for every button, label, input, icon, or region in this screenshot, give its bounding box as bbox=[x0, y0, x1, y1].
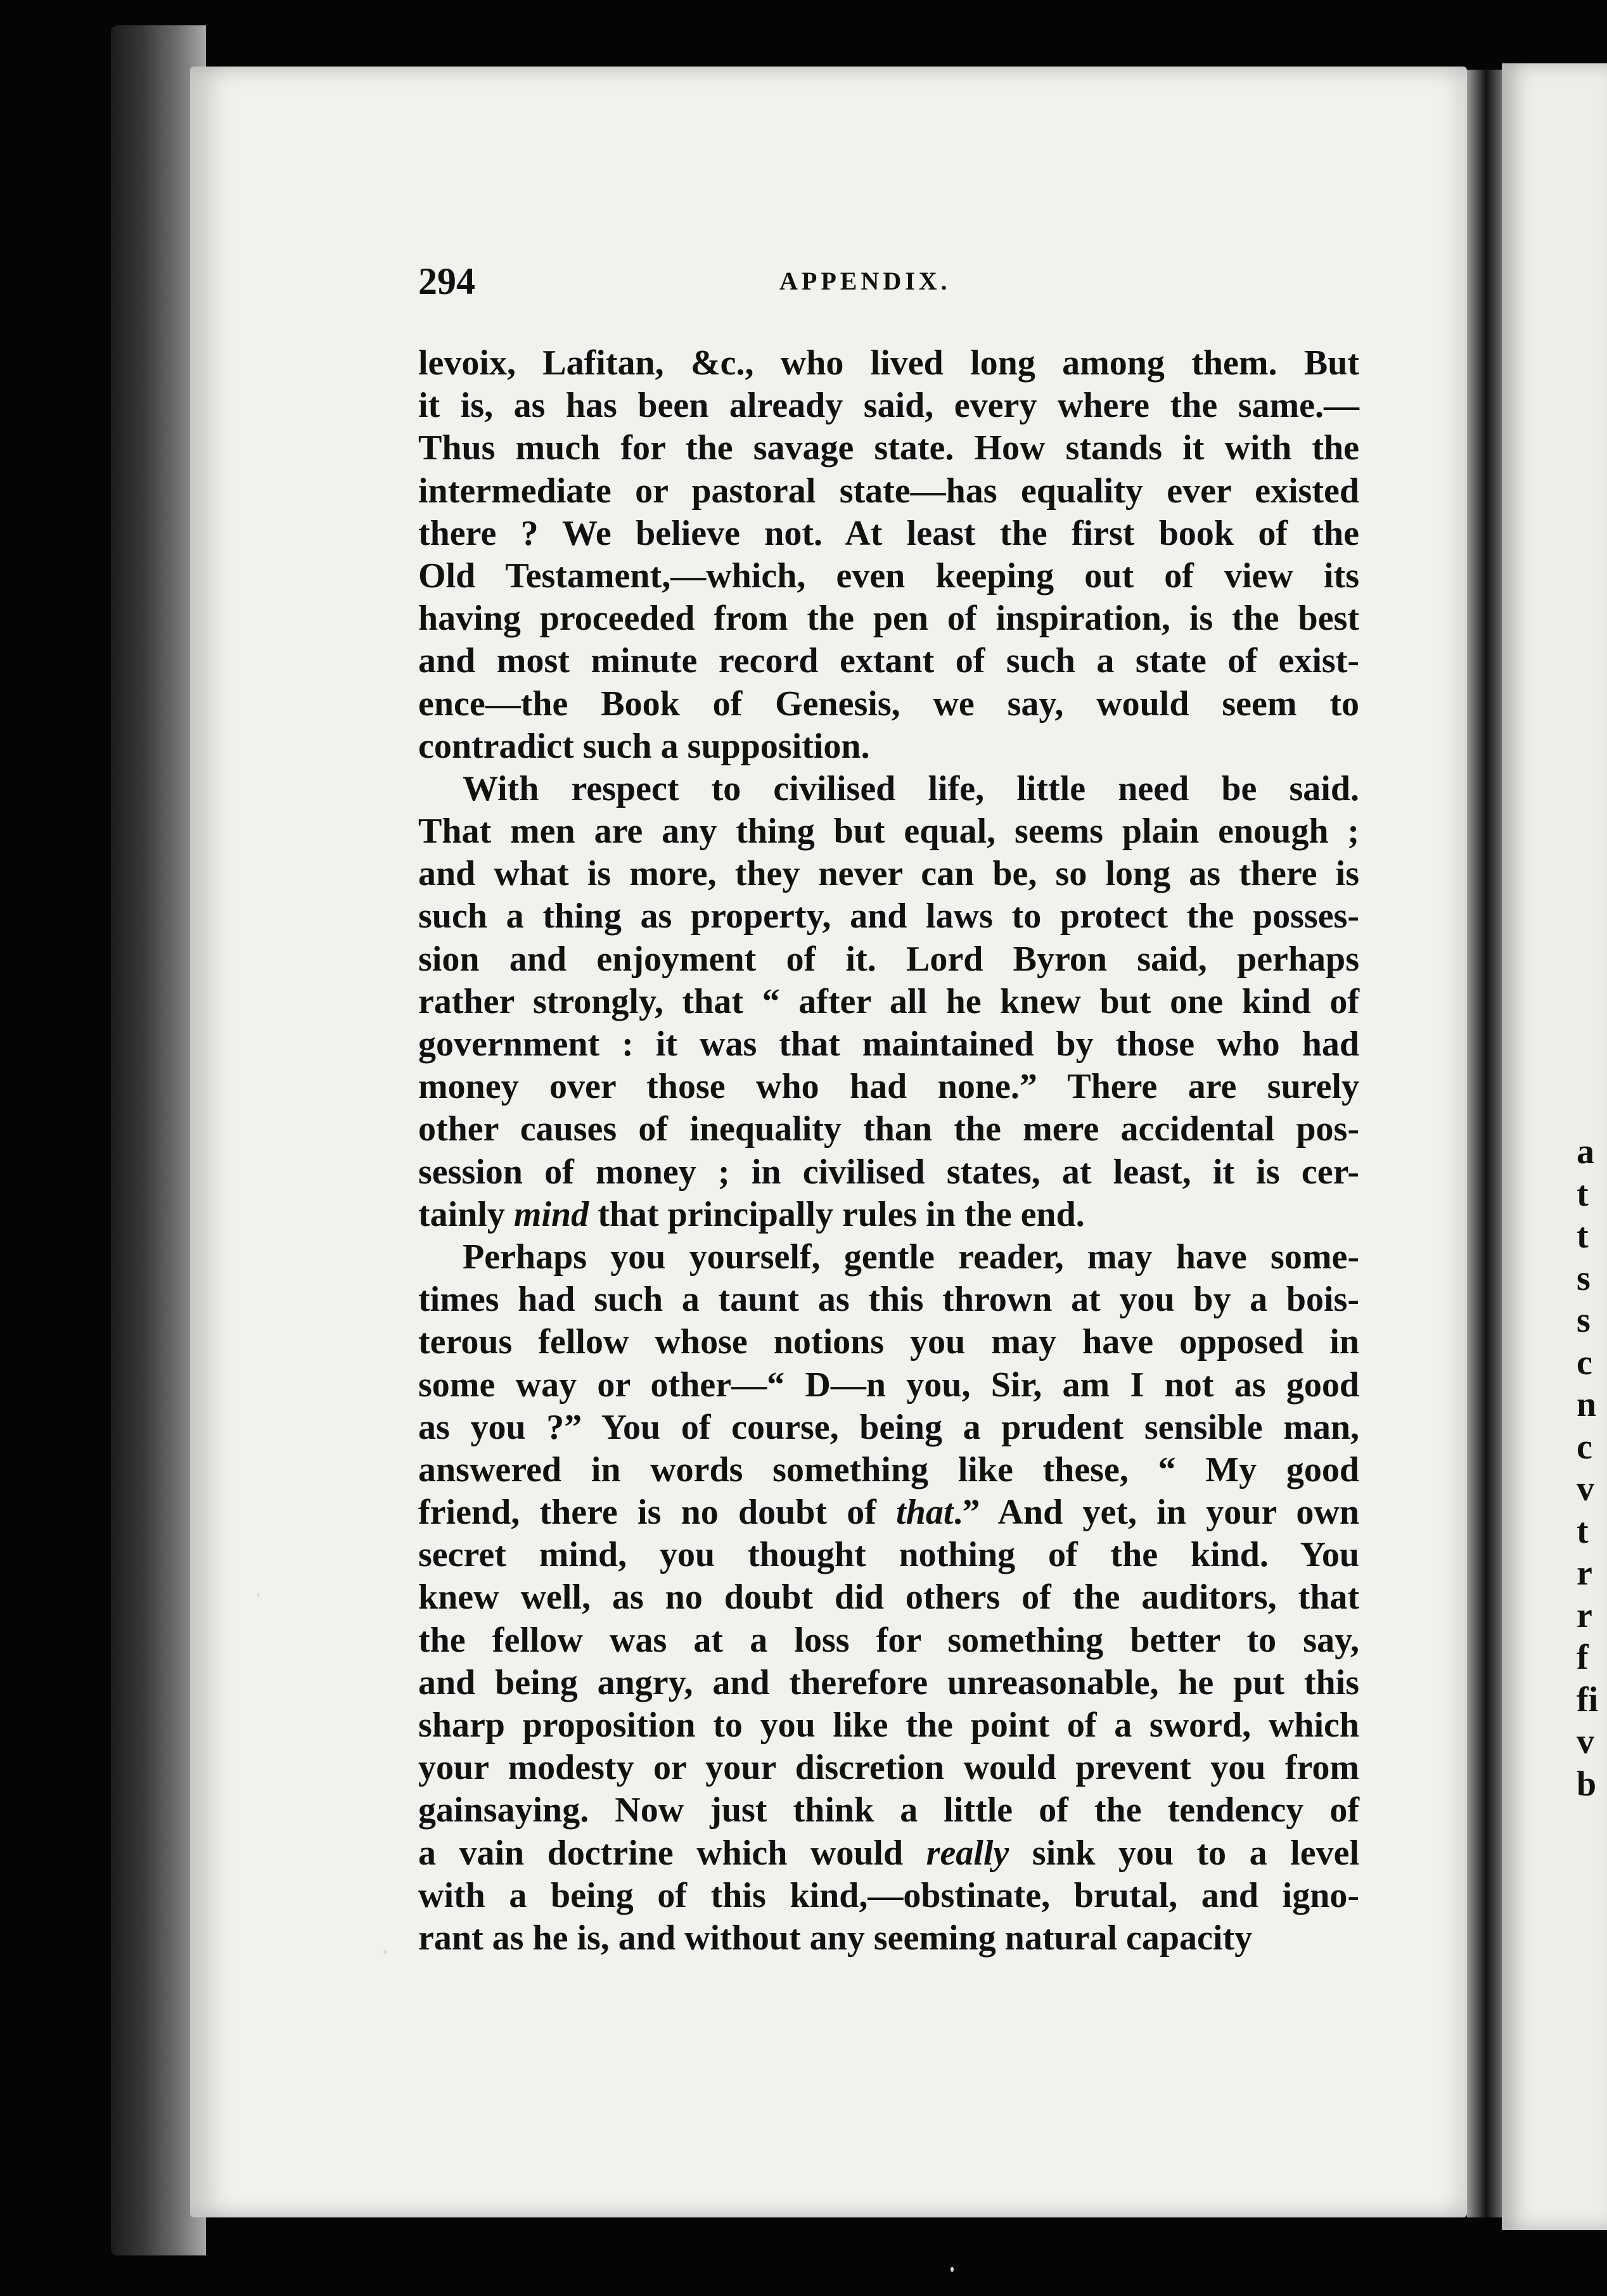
facing-page-fragment: t bbox=[1577, 1511, 1589, 1551]
facing-page-fragment: v bbox=[1577, 1722, 1594, 1761]
running-title: APPENDIX. bbox=[779, 267, 951, 295]
text-line: a vain doctrine which would really sink you to a level bbox=[418, 1833, 1359, 1873]
text-line: with a being of this kind,—obstinate, brutal, and igno- bbox=[418, 1875, 1359, 1915]
text-line: rant as he is, and without any seeming natural capacity bbox=[418, 1918, 1253, 1958]
running-head bbox=[418, 260, 1356, 310]
text-line: intermediate or pastoral state—has equality ever existed bbox=[418, 471, 1359, 511]
text-line: levoix, Lafitan, &c., who lived long among them. But bbox=[418, 343, 1359, 383]
text-line: contradict such a supposition. bbox=[418, 726, 870, 766]
facing-page-fragment: r bbox=[1577, 1553, 1592, 1593]
text-line: terous fellow whose notions you may have opposed in bbox=[418, 1322, 1359, 1362]
text-line: Perhaps you yourself, gentle reader, may have some- bbox=[463, 1237, 1359, 1277]
text-line: times had such a taunt as this thrown at you by a bois- bbox=[418, 1280, 1359, 1320]
text-line: secret mind, you thought nothing of the kind. You bbox=[418, 1535, 1359, 1575]
text-line: friend, there is no doubt of that.” And yet, in your own bbox=[418, 1493, 1360, 1533]
facing-page-fragment: n bbox=[1577, 1385, 1597, 1424]
body-text bbox=[418, 342, 1359, 1960]
text-line: Old Testament,—which, even keeping out of view its bbox=[418, 556, 1359, 596]
facing-page-fragment: fi bbox=[1577, 1680, 1599, 1719]
paper-speck bbox=[951, 2267, 954, 2272]
facing-page-fragment: t bbox=[1577, 1174, 1589, 1214]
text-line: and most minute record extant of such a state of exist- bbox=[418, 641, 1359, 681]
text-line: such a thing as property, and laws to protect the posses- bbox=[418, 896, 1359, 936]
facing-page-fragment: c bbox=[1577, 1427, 1592, 1467]
text-line: and what is more, they never can be, so long as there is bbox=[418, 854, 1359, 894]
facing-page-fragment: s bbox=[1577, 1258, 1591, 1298]
text-line: it is, as has been already said, every where the same.— bbox=[418, 386, 1359, 426]
facing-page-fragment: r bbox=[1577, 1595, 1592, 1635]
facing-page-fragment: t bbox=[1577, 1216, 1589, 1256]
text-line: tainly mind that principally rules in the end. bbox=[418, 1194, 1085, 1234]
text-line: money over those who had none.” There are surely bbox=[418, 1067, 1359, 1107]
text-line: other causes of inequality than the mere accidental pos- bbox=[418, 1109, 1359, 1149]
page-number: 294 bbox=[418, 260, 475, 302]
text-line: having proceeded from the pen of inspiration, is the best bbox=[418, 599, 1359, 639]
facing-page-fragment: f bbox=[1577, 1638, 1589, 1677]
facing-page-fragment: b bbox=[1577, 1764, 1597, 1804]
text-line: there ? We believe not. At least the first book of the bbox=[418, 513, 1359, 553]
paragraph bbox=[418, 1236, 1359, 1960]
text-line: the fellow was at a loss for something better to say, bbox=[418, 1620, 1359, 1660]
paper-speck bbox=[257, 1593, 260, 1597]
text-line: session of money ; in civilised states, at least, it is cer- bbox=[418, 1152, 1359, 1192]
text-line: ence—the Book of Genesis, we say, would seem to bbox=[418, 684, 1359, 724]
text-line: Thus much for the savage state. How stands it with the bbox=[418, 428, 1359, 468]
facing-page-fragment: s bbox=[1577, 1301, 1591, 1340]
paragraph bbox=[418, 768, 1359, 1236]
text-line: rather strongly, that “ after all he knew but one kind of bbox=[418, 981, 1359, 1021]
text-line: your modesty or your discretion would prevent you from bbox=[418, 1748, 1359, 1788]
paragraph bbox=[418, 342, 1359, 768]
text-line: knew well, as no doubt did others of the auditors, that bbox=[418, 1578, 1359, 1617]
text-line: sion and enjoyment of it. Lord Byron said, perhaps bbox=[418, 939, 1359, 979]
text-line: government : it was that maintained by those who had bbox=[418, 1024, 1359, 1064]
paper-speck bbox=[383, 1950, 387, 1954]
text-line: With respect to civilised life, little need be said. bbox=[463, 769, 1359, 808]
facing-page-fragment: v bbox=[1577, 1469, 1594, 1508]
text-line: and being angry, and therefore unreasonable, he put this bbox=[418, 1662, 1359, 1702]
text-line: sharp proposition to you like the point of a sword, which bbox=[418, 1706, 1359, 1745]
facing-page-text-fragments bbox=[1577, 1131, 1607, 1805]
facing-page-fragment: a bbox=[1577, 1132, 1594, 1171]
text-line: answered in words something like these, “ My good bbox=[418, 1450, 1359, 1489]
text-line: gainsaying. Now just think a little of the tendency of bbox=[418, 1790, 1359, 1830]
facing-page-fragment: c bbox=[1577, 1343, 1592, 1382]
text-line: as you ?” You of course, being a prudent sensible man, bbox=[418, 1407, 1359, 1447]
text-line: some way or other—“ D—n you, Sir, am I not as good bbox=[418, 1365, 1359, 1405]
text-line: That men are any thing but equal, seems plain enough ; bbox=[418, 812, 1359, 851]
page-gutter bbox=[1467, 70, 1502, 2217]
